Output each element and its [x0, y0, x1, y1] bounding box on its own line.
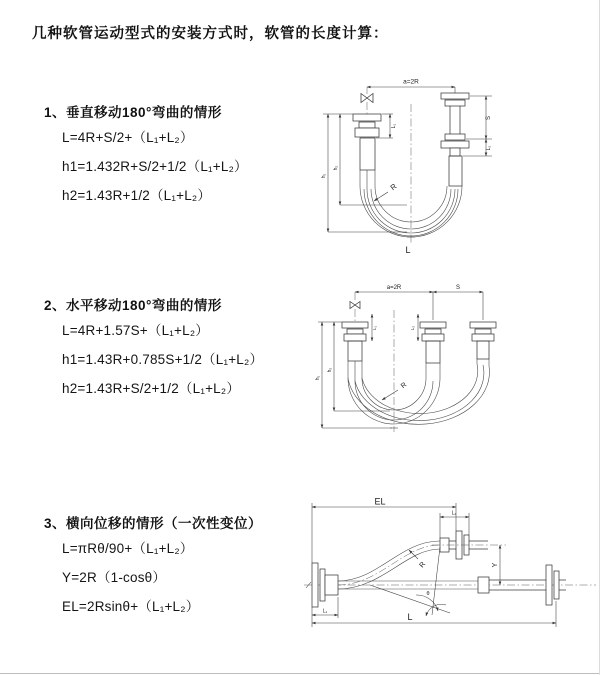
- page-title: 几种软管运动型式的安装方式时，软管的长度计算：: [32, 26, 389, 42]
- section-2-text: [44, 296, 314, 403]
- page-edge-bottom: [0, 673, 600, 674]
- dimension-el: [312, 497, 456, 564]
- formula-line: h1=1.432R+S/2+1/2（L₁+L₂）: [62, 159, 248, 174]
- radius-callout: [409, 550, 427, 569]
- formula-line: EL=2Rsinθ+（L₁+L₂）: [62, 599, 200, 614]
- left-flange-fitting: [312, 563, 338, 607]
- dimension-s: [433, 285, 483, 320]
- dim-label-h1: h₁: [321, 173, 327, 179]
- braided-hose-section: [348, 341, 362, 361]
- dimension-a2r: [355, 285, 433, 292]
- radius-callout: [374, 181, 399, 201]
- dimension-s: [466, 96, 492, 139]
- formula-line: h1=1.43R+0.785S+1/2（L₁+L₂）: [62, 352, 264, 367]
- dim-label-l2: L₂: [486, 145, 492, 151]
- section-1-text: [44, 103, 314, 210]
- radius-label: R: [399, 381, 409, 391]
- formula-line: h2=1.43R+S/2+1/2（L₁+L₂）: [62, 381, 241, 396]
- right-flange-fitting: [441, 93, 469, 186]
- section-3-heading: 3、横向位移的情形（一次性变位）: [44, 516, 263, 531]
- hose-u-bend-shifted: [348, 359, 489, 424]
- formula-line: L=4R+1.57S+（L₁+L₂）: [62, 323, 209, 338]
- diagram-lateral-displacement: [300, 495, 600, 650]
- section-1-heading: 1、垂直移动180°弯曲的情形: [44, 105, 222, 120]
- right-flange-fitting: [470, 322, 496, 359]
- length-label: L: [405, 245, 411, 255]
- diagram-horizontal-bend: [310, 278, 590, 446]
- braided-hose-section: [360, 138, 375, 170]
- dim-label-el: EL: [374, 496, 386, 507]
- dimension-y: [492, 545, 500, 585]
- section-3-text: [44, 514, 314, 621]
- radius-label: R: [388, 181, 399, 193]
- formula-line: L=4R+S/2+（L₁+L₂）: [62, 130, 194, 145]
- left-flange-fitting: [353, 114, 381, 170]
- upper-flange-fitting: [432, 531, 506, 559]
- dim-label-h2: h₂: [327, 367, 333, 373]
- left-flange-fitting: [342, 322, 368, 361]
- angle-construction: [370, 547, 450, 616]
- dim-label-y: Y: [492, 562, 499, 568]
- dim-label-a2r: a=2R: [403, 78, 419, 86]
- valve-icon: [361, 94, 373, 103]
- dim-label-h2: h₂: [333, 165, 339, 171]
- length-label: L: [407, 612, 413, 622]
- valve-icon: [350, 292, 360, 322]
- dim-label-h1: h₁: [315, 375, 321, 381]
- braided-hose-section: [426, 341, 440, 363]
- radius-callout: [382, 382, 408, 400]
- formula-line: Y=2R（1-cosθ）: [62, 570, 167, 585]
- dim-label-l1: L₁: [372, 325, 377, 331]
- dim-label-l2: L₂: [451, 510, 457, 517]
- formula-line: L=πRθ/90+（L₁+L₂）: [62, 541, 194, 556]
- dim-label-l2: L₂: [410, 325, 415, 331]
- centerline: [407, 104, 415, 244]
- braided-hose-section: [477, 341, 489, 359]
- dim-label-a2r: a=2R: [386, 285, 402, 291]
- braided-hose-section: [449, 156, 462, 186]
- dim-label-l1: L₁: [391, 123, 397, 129]
- dimension-l: [312, 601, 556, 627]
- radius-label: R: [418, 560, 428, 570]
- diagram-vertical-bend: [310, 68, 590, 263]
- angle-label: θ: [426, 591, 430, 597]
- dim-label-s: S: [455, 285, 461, 291]
- dimension-l2: [440, 511, 469, 539]
- dimension-l2: [410, 314, 418, 341]
- formula-line: h2=1.43R+1/2（L₁+L₂）: [62, 188, 212, 203]
- dim-label-l1: L₁: [322, 608, 328, 615]
- section-2-heading: 2、水平移动180°弯曲的情形: [44, 298, 222, 313]
- dim-label-s: S: [486, 115, 492, 121]
- dimension-l1: [372, 314, 377, 341]
- centerline: [390, 310, 398, 432]
- middle-flange-fitting: [420, 322, 446, 363]
